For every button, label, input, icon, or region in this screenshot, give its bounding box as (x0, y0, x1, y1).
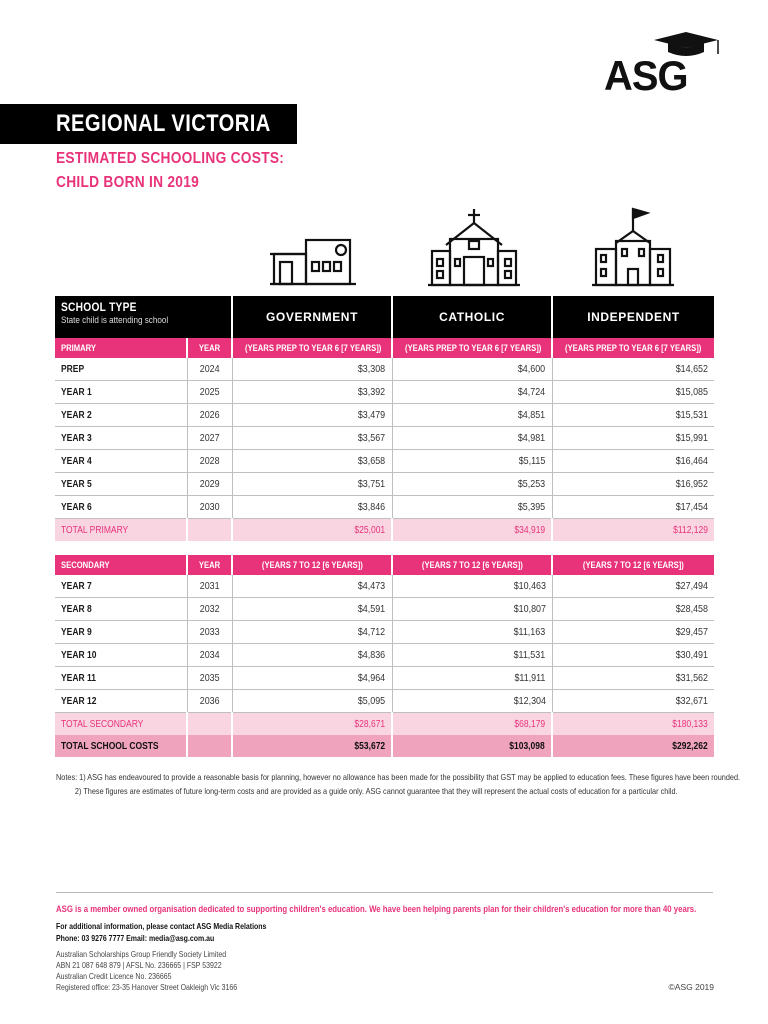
row-label (55, 358, 187, 381)
row-government-cost-text: $4,473 (358, 580, 386, 592)
row-label (55, 598, 187, 621)
footer-legal-1: Australian Scholarships Group Friendly Society Limited (56, 949, 227, 959)
row-catholic-cost (392, 667, 552, 690)
row-government-cost (232, 473, 392, 496)
column-catholic: CATHOLIC (392, 296, 552, 338)
row-government-cost (232, 496, 392, 519)
secondary-table (55, 555, 714, 757)
row-government-cost (232, 450, 392, 473)
column-government: GOVERNMENT (232, 296, 392, 338)
row-independent-cost (552, 644, 714, 667)
row-catholic-cost (392, 358, 552, 381)
secondary-total-catholic-text: $68,179 (514, 718, 545, 730)
table-row (55, 575, 714, 598)
secondary-total-row (55, 713, 714, 736)
row-year (187, 427, 232, 450)
row-independent-cost (552, 473, 714, 496)
row-independent-cost (552, 690, 714, 713)
row-catholic-cost (392, 473, 552, 496)
table-row (55, 598, 714, 621)
row-catholic-cost-text: $10,807 (513, 603, 546, 615)
row-label-text: YEAR 8 (61, 603, 92, 615)
catholic-church-school-icon (428, 207, 520, 287)
footer-legal-4: Registered office: 23-35 Hanover Street Oakleigh Vic 3166 (56, 982, 238, 992)
row-independent-cost-text: $29,457 (675, 626, 708, 638)
row-independent-cost-text: $30,491 (675, 649, 708, 661)
row-government-cost-text: $5,095 (358, 695, 386, 707)
secondary-period-ind-text: (YEARS 7 TO 12 [6 YEARS]) (583, 560, 684, 570)
secondary-year-label-text: YEAR (198, 560, 221, 570)
school-type-cell (55, 296, 232, 338)
grand-total-row (55, 735, 714, 757)
row-label-text: YEAR 3 (61, 432, 92, 444)
primary-total-label (55, 519, 187, 542)
row-catholic-cost (392, 450, 552, 473)
row-government-cost (232, 598, 392, 621)
primary-label-text: PRIMARY (61, 343, 96, 353)
secondary-total-year (187, 713, 232, 736)
table-row (55, 496, 714, 519)
table-row (55, 644, 714, 667)
row-catholic-cost-text: $11,911 (514, 672, 546, 684)
row-label (55, 404, 187, 427)
row-year-text: 2033 (199, 626, 220, 638)
row-year (187, 598, 232, 621)
row-year-text: 2031 (199, 580, 220, 592)
row-government-cost-text: $4,964 (358, 672, 386, 684)
row-independent-cost (552, 621, 714, 644)
row-government-cost (232, 644, 392, 667)
row-government-cost (232, 358, 392, 381)
row-independent-cost (552, 358, 714, 381)
row-year (187, 575, 232, 598)
table-row (55, 404, 714, 427)
secondary-total-label (55, 713, 187, 736)
costs-table (55, 296, 714, 541)
row-independent-cost-text: $32,671 (675, 695, 708, 707)
row-government-cost (232, 404, 392, 427)
row-catholic-cost (392, 644, 552, 667)
row-label-text: PREP (61, 363, 85, 375)
grand-total-catholic-text: $103,098 (509, 740, 545, 752)
row-label (55, 496, 187, 519)
row-government-cost (232, 427, 392, 450)
row-label (55, 575, 187, 598)
row-year-text: 2024 (199, 363, 220, 375)
row-label-text: YEAR 9 (61, 626, 92, 638)
row-year (187, 404, 232, 427)
secondary-year-label (187, 555, 232, 575)
primary-period-gov-text: (YEARS PREP TO YEAR 6 [7 YEARS]) (245, 343, 382, 353)
row-catholic-cost-text: $11,163 (513, 626, 546, 638)
subtitle-line-2: CHILD BORN IN 2019 (56, 174, 200, 191)
row-label (55, 667, 187, 690)
row-independent-cost-text: $15,991 (675, 432, 709, 444)
row-government-cost-text: $3,308 (358, 363, 386, 375)
secondary-total-label-text: TOTAL SECONDARY (61, 718, 144, 730)
primary-year-label (187, 338, 232, 358)
footer-contact-2: Phone: 03 9276 7777 Email: media@asg.com.au (56, 933, 215, 943)
column-independent: INDEPENDENT (552, 296, 714, 338)
notes (56, 770, 768, 798)
row-label-text: YEAR 1 (61, 386, 92, 398)
grand-total-independent-text: $292,262 (672, 740, 708, 752)
row-independent-cost (552, 381, 714, 404)
secondary-total-catholic (392, 713, 552, 736)
note-1: Notes: 1) ASG has endeavoured to provide a reasonable basis for planning, however no allowance has been made for the possibility that GST may be applied to education fees. These figures have been rounded. (56, 772, 741, 782)
asg-logo: ASG (604, 52, 688, 99)
row-catholic-cost (392, 598, 552, 621)
independent-school-icon (592, 207, 674, 287)
grand-total-independent (552, 735, 714, 757)
primary-total-independent (552, 519, 714, 542)
row-government-cost-text: $3,846 (358, 501, 386, 513)
row-independent-cost (552, 427, 714, 450)
row-catholic-cost-text: $4,600 (518, 363, 546, 375)
row-label-text: YEAR 11 (61, 672, 96, 684)
primary-period-gov (232, 338, 392, 358)
secondary-period-gov-text: (YEARS 7 TO 12 [6 YEARS]) (261, 560, 363, 570)
row-year-text: 2030 (199, 501, 220, 513)
table-row (55, 690, 714, 713)
row-catholic-cost (392, 381, 552, 404)
footer-contact-1: For additional information, please contact ASG Media Relations (56, 921, 267, 931)
row-catholic-cost-text: $5,253 (518, 478, 546, 490)
table-row (55, 621, 714, 644)
row-catholic-cost-text: $5,395 (518, 501, 546, 513)
grand-total-government (232, 735, 392, 757)
secondary-total-independent-text: $180,133 (672, 718, 708, 730)
secondary-header-row (55, 555, 714, 575)
row-year (187, 381, 232, 404)
row-catholic-cost (392, 404, 552, 427)
primary-total-label-text: TOTAL PRIMARY (61, 524, 129, 536)
row-catholic-cost-text: $4,981 (518, 432, 546, 444)
row-government-cost-text: $3,392 (358, 386, 386, 398)
primary-period-cath (392, 338, 552, 358)
row-independent-cost (552, 598, 714, 621)
row-year (187, 644, 232, 667)
row-year-text: 2034 (199, 649, 220, 661)
row-label (55, 690, 187, 713)
row-government-cost-text: $3,751 (358, 478, 386, 490)
row-independent-cost-text: $15,531 (675, 409, 709, 421)
secondary-period-ind (552, 555, 714, 575)
note-2: 2) These figures are estimates of future long-term costs and are provided as a guide only. ASG cannot guarantee that they will represent the actual costs of education for a particular child. (74, 786, 678, 796)
secondary-total-government-text: $28,671 (354, 718, 385, 730)
footer-divider (56, 892, 713, 893)
primary-total-year (187, 519, 232, 542)
primary-total-independent-text: $112,129 (673, 524, 709, 536)
row-government-cost-text: $4,836 (358, 649, 386, 661)
row-label (55, 450, 187, 473)
government-school-icon (270, 236, 356, 288)
row-year-text: 2025 (199, 386, 220, 398)
row-year-text: 2036 (199, 695, 220, 707)
primary-total-catholic (392, 519, 552, 542)
school-type-label: SCHOOL TYPE (61, 300, 137, 314)
row-label-text: YEAR 7 (61, 580, 92, 592)
primary-header-row (55, 338, 714, 358)
row-catholic-cost-text: $4,724 (518, 386, 546, 398)
table-row (55, 427, 714, 450)
page-title: REGIONAL VICTORIA (56, 110, 271, 137)
row-year (187, 358, 232, 381)
row-year (187, 621, 232, 644)
primary-total-government (232, 519, 392, 542)
subtitle-line-1: ESTIMATED SCHOOLING COSTS: (56, 150, 285, 167)
row-year-text: 2035 (199, 672, 220, 684)
row-label-text: YEAR 10 (61, 649, 97, 661)
row-year-text: 2029 (199, 478, 220, 490)
row-independent-cost-text: $15,085 (675, 386, 709, 398)
primary-total-catholic-text: $34,919 (514, 524, 546, 536)
row-independent-cost (552, 404, 714, 427)
primary-total-row (55, 519, 714, 542)
table-row (55, 381, 714, 404)
grand-total-year (187, 735, 232, 757)
row-independent-cost-text: $16,464 (675, 455, 709, 467)
row-government-cost-text: $3,567 (358, 432, 386, 444)
row-year (187, 450, 232, 473)
table-row (55, 358, 714, 381)
row-year-text: 2027 (199, 432, 220, 444)
row-year-text: 2026 (199, 409, 220, 421)
row-independent-cost (552, 667, 714, 690)
row-label (55, 473, 187, 496)
row-label (55, 427, 187, 450)
row-catholic-cost-text: $5,115 (518, 455, 546, 467)
row-independent-cost-text: $31,562 (675, 672, 708, 684)
secondary-period-cath (392, 555, 552, 575)
row-year-text: 2032 (199, 603, 220, 615)
row-label (55, 621, 187, 644)
primary-year-label-text: YEAR (198, 343, 221, 353)
footer-legal-3: Australian Credit Licence No. 236665 (56, 971, 172, 981)
row-independent-cost-text: $14,652 (675, 363, 709, 375)
row-year-text: 2028 (199, 455, 220, 467)
secondary-total-independent (552, 713, 714, 736)
row-catholic-cost-text: $4,851 (518, 409, 546, 421)
secondary-period-gov (232, 555, 392, 575)
row-independent-cost (552, 575, 714, 598)
footer-legal-2: ABN 21 087 648 879 | AFSL No. 236665 | FSP 53922 (56, 960, 222, 970)
row-year (187, 496, 232, 519)
row-year (187, 667, 232, 690)
row-government-cost (232, 575, 392, 598)
row-catholic-cost-text: $12,304 (513, 695, 546, 707)
row-catholic-cost-text: $11,531 (513, 649, 546, 661)
row-government-cost-text: $3,658 (358, 455, 386, 467)
row-independent-cost (552, 450, 714, 473)
grand-total-government-text: $53,672 (354, 740, 385, 752)
row-catholic-cost (392, 621, 552, 644)
table-row (55, 473, 714, 496)
row-catholic-cost (392, 575, 552, 598)
copyright: ©ASG 2019 (668, 982, 714, 992)
row-label (55, 644, 187, 667)
school-type-sub: State child is attending school (61, 315, 169, 325)
row-label-text: YEAR 12 (61, 695, 97, 707)
row-year (187, 473, 232, 496)
row-catholic-cost (392, 496, 552, 519)
table-row (55, 667, 714, 690)
row-government-cost-text: $4,591 (358, 603, 386, 615)
secondary-period-cath-text: (YEARS 7 TO 12 [6 YEARS]) (421, 560, 523, 570)
row-independent-cost-text: $28,458 (675, 603, 708, 615)
secondary-total-government (232, 713, 392, 736)
row-independent-cost-text: $16,952 (675, 478, 709, 490)
row-government-cost-text: $3,479 (358, 409, 386, 421)
row-label (55, 381, 187, 404)
primary-total-government-text: $25,001 (354, 524, 386, 536)
row-government-cost-text: $4,712 (358, 626, 386, 638)
row-independent-cost-text: $27,494 (675, 580, 708, 592)
table-row (55, 450, 714, 473)
row-catholic-cost (392, 690, 552, 713)
secondary-label-text: SECONDARY (61, 560, 110, 570)
row-government-cost (232, 667, 392, 690)
row-independent-cost-text: $17,454 (675, 501, 709, 513)
secondary-label (55, 555, 187, 575)
row-government-cost (232, 381, 392, 404)
row-year (187, 690, 232, 713)
table-header-row (55, 296, 714, 338)
primary-period-ind (552, 338, 714, 358)
row-label-text: YEAR 6 (61, 501, 92, 513)
row-government-cost (232, 690, 392, 713)
primary-period-cath-text: (YEARS PREP TO YEAR 6 [7 YEARS]) (405, 343, 542, 353)
row-independent-cost (552, 496, 714, 519)
primary-label (55, 338, 187, 358)
grand-total-label-text: TOTAL SCHOOL COSTS (61, 740, 159, 752)
row-label-text: YEAR 4 (61, 455, 92, 467)
row-label-text: YEAR 2 (61, 409, 92, 421)
row-catholic-cost (392, 427, 552, 450)
row-catholic-cost-text: $10,463 (513, 580, 546, 592)
row-label-text: YEAR 5 (61, 478, 92, 490)
primary-period-ind-text: (YEARS PREP TO YEAR 6 [7 YEARS]) (565, 343, 702, 353)
footer-tagline: ASG is a member owned organisation dedicated to supporting children's education. We have been helping parents plan for their children's education for more than 40 years. (56, 904, 697, 915)
grand-total-label (55, 735, 187, 757)
row-government-cost (232, 621, 392, 644)
grand-total-catholic (392, 735, 552, 757)
